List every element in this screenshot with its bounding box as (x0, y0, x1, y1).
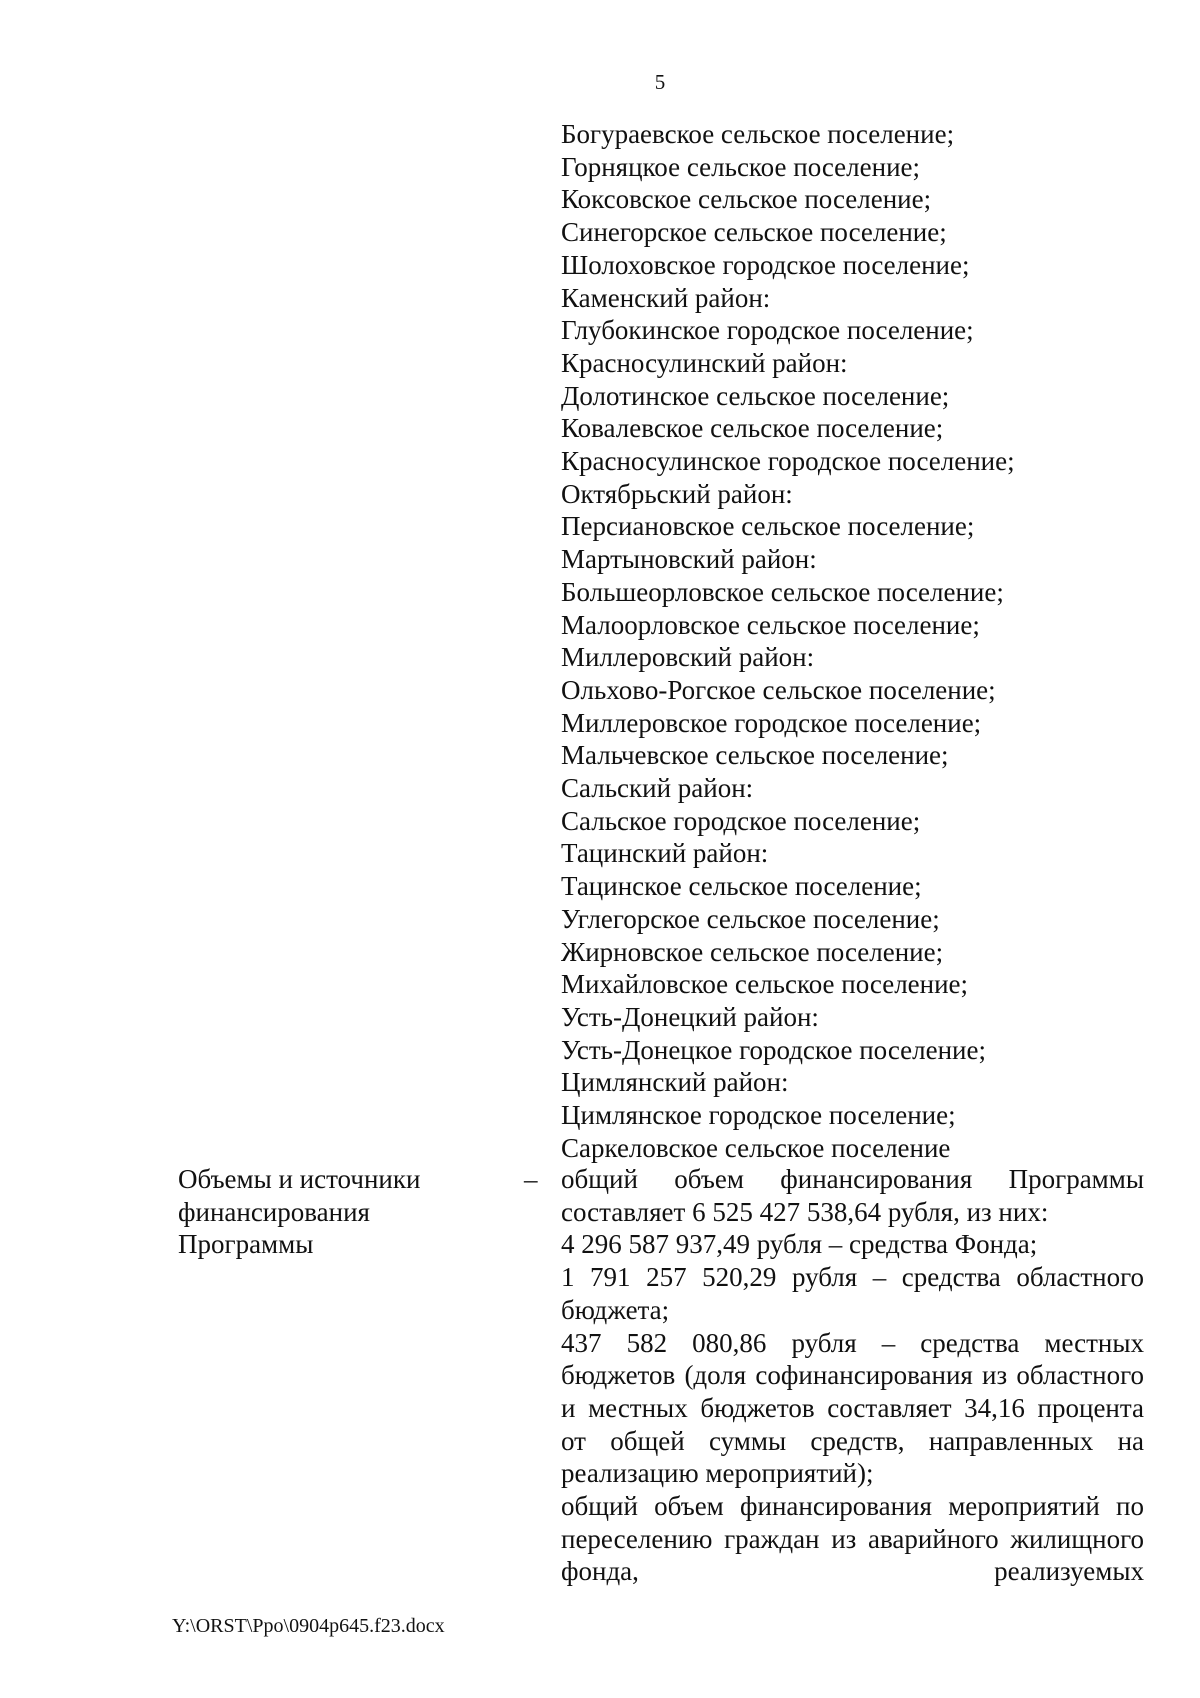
financing-paragraph: 4 296 587 937,49 рубля – средства Фонда; (561, 1229, 1038, 1260)
list-item: Михайловское сельское поселение; (561, 969, 969, 1000)
list-item: Шолоховское городское поселение; (561, 249, 970, 280)
financing-label-line: финансирования (178, 1196, 370, 1227)
list-item: Малоорловское сельское поселение; (561, 609, 980, 640)
list-item: Углегорское сельское поселение; (561, 903, 940, 934)
financing-description (561, 1163, 1144, 1588)
list-item: Мартыновский район: (561, 544, 817, 575)
list-item: Цимлянское городское поселение; (561, 1100, 956, 1131)
settlement-list (561, 118, 1181, 1165)
list-item: Большеорловское сельское поселение; (561, 576, 1004, 607)
list-item: Сальское городское поселение; (561, 805, 921, 836)
financing-label-line: Объемы и источники (178, 1164, 421, 1194)
list-item: Усть-Донецкий район: (561, 1001, 819, 1032)
list-item: Долотинское сельское поселение; (561, 380, 950, 411)
list-item: Сальский район: (561, 773, 754, 804)
financing-paragraph: общий объем финансирования Программы составляет 6 525 427 538,64 рубля, из них: (561, 1164, 1144, 1227)
list-item: Красносулинское городское поселение; (561, 446, 1015, 477)
list-item: Цимлянский район: (561, 1067, 789, 1098)
list-item: Каменский район: (561, 282, 771, 313)
list-item: Миллеровский район: (561, 642, 815, 673)
list-item: Октябрьский район: (561, 478, 793, 509)
financing-paragraph: 437 582 080,86 рубля – средства местных бюджетов (доля софинансирования из областного и местных бюджетов составляет 34,16 процента от общей суммы средств, направленных на реализацию мероприятий); (561, 1327, 1144, 1489)
list-item: Ковалевское сельское поселение; (561, 413, 944, 444)
list-item: Жирновское сельское поселение; (561, 936, 944, 967)
page-number: 5 (654, 70, 666, 94)
financing-paragraph: 1 791 257 520,29 рубля – средства областного бюджета; (561, 1262, 1144, 1325)
list-item: Глубокинское городское поселение; (561, 315, 974, 346)
financing-label-line: Программы (178, 1229, 314, 1260)
list-item: Горняцкое сельское поселение; (561, 151, 921, 182)
list-item: Синегорское сельское поселение; (561, 217, 947, 248)
list-item: Тацинский район: (561, 838, 769, 869)
list-item: Тацинское сельское поселение; (561, 871, 922, 902)
list-item: Саркеловское сельское поселение (561, 1132, 951, 1163)
list-item: Миллеровское городское поселение; (561, 707, 982, 738)
list-item: Персиановское сельское поселение; (561, 511, 975, 542)
financing-paragraph: общий объем финансирования мероприятий по переселению граждан из аварийного жилищного фонда, реализуемых (561, 1491, 1144, 1587)
file-path-footer: Y:\ORST\Ppo\0904p645.f23.docx (172, 1615, 445, 1637)
list-item: Коксовское сельское поселение; (561, 184, 932, 215)
list-item: Красносулинский район: (561, 347, 848, 378)
list-item: Ольхово-Рогское сельское поселение; (561, 674, 996, 705)
list-item: Мальчевское сельское поселение; (561, 740, 949, 771)
list-item: Богураевское сельское поселение; (561, 119, 955, 149)
label-dash: – (524, 1164, 538, 1194)
list-item: Усть-Донецкое городское поселение; (561, 1034, 986, 1065)
financing-label (178, 1163, 498, 1261)
